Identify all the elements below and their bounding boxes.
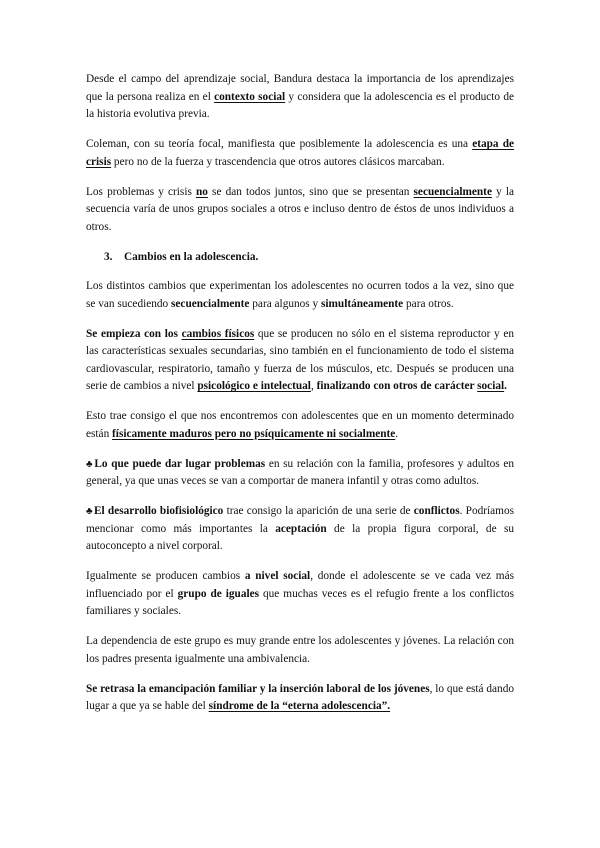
emphasis-social: social: [477, 380, 505, 392]
text-run: en su relación con la familia, profesores y adultos en general, ya que unas veces se van a comportar de manera infantil y otras como adultos.: [86, 457, 514, 487]
text-run: pero no de la fuerza y trascendencia que otros autores clásicos marcaban.: [111, 155, 445, 168]
section-heading: [86, 249, 514, 267]
emphasis-a-nivel-social: a nivel social: [244, 570, 311, 582]
paragraph-problemas: [86, 184, 514, 237]
emphasis-secuencialmente: secuencialmente: [171, 297, 250, 310]
text-run: para algunos y: [249, 297, 321, 310]
text-run: Coleman, con su teoría focal, manifiesta que posiblemente la adolescencia es una: [86, 138, 473, 150]
emphasis-se-empieza: Se empieza con los: [86, 327, 182, 340]
emphasis-fisicamente-maduros: físicamente maduros pero no psíquicamente ni socialmente: [112, 427, 396, 440]
emphasis-se-retrasa: Se retrasa la emancipación familiar y la inserción laboral de los jóvenes: [86, 682, 430, 695]
club-bullet-icon: ♣: [86, 458, 94, 470]
paragraph-coleman: [86, 136, 514, 171]
text-run: para otros.: [403, 297, 454, 310]
text-run: Los distintos cambios que experimentan los adolescentes no ocurren todos a la vez, sino que se van sucediendo: [86, 280, 514, 310]
text-run: que muchas veces es el refugio frente a los conflictos familiares y sociales.: [86, 587, 515, 617]
emphasis-aceptacion: aceptación: [275, 522, 327, 535]
text-run: Igualmente se producen cambios: [86, 570, 245, 582]
text-run: Esto trae consigo el que nos encontremos con adolescentes que en un momento determinado están: [86, 410, 514, 440]
emphasis-desarrollo-biofisiologico: El desarrollo biofisiológico: [94, 505, 224, 517]
text-run: trae consigo la aparición de una serie de: [223, 505, 414, 517]
paragraph-cambios-fisicos: [86, 326, 514, 396]
paragraph-madurez: [86, 408, 514, 443]
text-run: que se producen no sólo en el sistema reproductor y en las características sexuales secundarias, sino también en el funcionamiento de todo el sistema cardiovascular, respiratorio, tamaño y fuerza de los músculos, etc. Después se producen una serie de cambios a nivel: [86, 327, 515, 392]
emphasis-secuencialmente: secuencialmente: [413, 185, 492, 198]
emphasis-grupo-de-iguales: grupo de iguales: [177, 587, 260, 600]
paragraph-biofisiologico: [86, 503, 514, 556]
emphasis-finalizando: finalizando con otros de carácter: [316, 380, 478, 392]
text-run: ,: [310, 380, 317, 392]
emphasis-contexto-social: contexto social: [214, 90, 286, 103]
section-title: Cambios en la adolescencia.: [124, 250, 259, 263]
document-body: [86, 71, 514, 728]
text-run: de la propia figura corporal, de su autoconcepto a nivel corporal.: [86, 522, 514, 552]
club-bullet-icon: ♣: [86, 506, 93, 517]
paragraph-bandura: [86, 71, 514, 124]
paragraph-cambios: [86, 278, 514, 313]
emphasis-sindrome: síndrome de la “eterna adolescencia”.: [208, 700, 391, 712]
text-run: , donde el adolescente se ve cada vez más influenciado por el: [86, 570, 514, 600]
paragraph-dependencia: [86, 633, 514, 668]
emphasis-conflictos: conflictos: [413, 505, 460, 517]
text-run: .: [504, 380, 507, 392]
text-run: Los problemas y crisis: [86, 185, 196, 198]
emphasis-simultaneamente: simultáneamente: [320, 297, 404, 310]
paragraph-problemas-relacion: [86, 456, 514, 491]
text-run: La dependencia de este grupo es muy grande entre los adolescentes y jóvenes. La relación con los padres presenta igualmente una ambivalencia.: [86, 635, 514, 665]
text-run: y considera que la adolescencia es el producto de la historia evolutiva previa.: [86, 90, 515, 120]
text-run: y la secuencia varía de unos grupos sociales a otros e incluso dentro de éstos de unos individuos a otros.: [86, 185, 515, 233]
text-run: Desde el campo del aprendizaje social, Bandura destaca la importancia de los aprendizajes que la persona realiza en el: [86, 73, 514, 103]
emphasis-no: no: [196, 185, 208, 198]
text-run: . Podríamos mencionar como más importantes la: [86, 505, 515, 535]
text-run: .: [395, 427, 399, 440]
paragraph-emancipacion: [86, 681, 514, 716]
emphasis-etapa-de-crisis: etapa de crisis: [86, 138, 514, 168]
paragraph-nivel-social: [86, 568, 514, 621]
section-number: 3.: [104, 250, 113, 263]
text-run: se dan todos juntos, sino que se presentan: [207, 185, 414, 198]
text-run: , lo que está dando lugar a que ya se hable del: [86, 682, 515, 712]
emphasis-lo-que-puede: Lo que puede dar lugar problemas: [94, 457, 266, 470]
emphasis-psicologico-intelectual: psicológico e intelectual: [197, 380, 311, 392]
emphasis-cambios-fisicos: cambios físicos: [181, 327, 255, 340]
